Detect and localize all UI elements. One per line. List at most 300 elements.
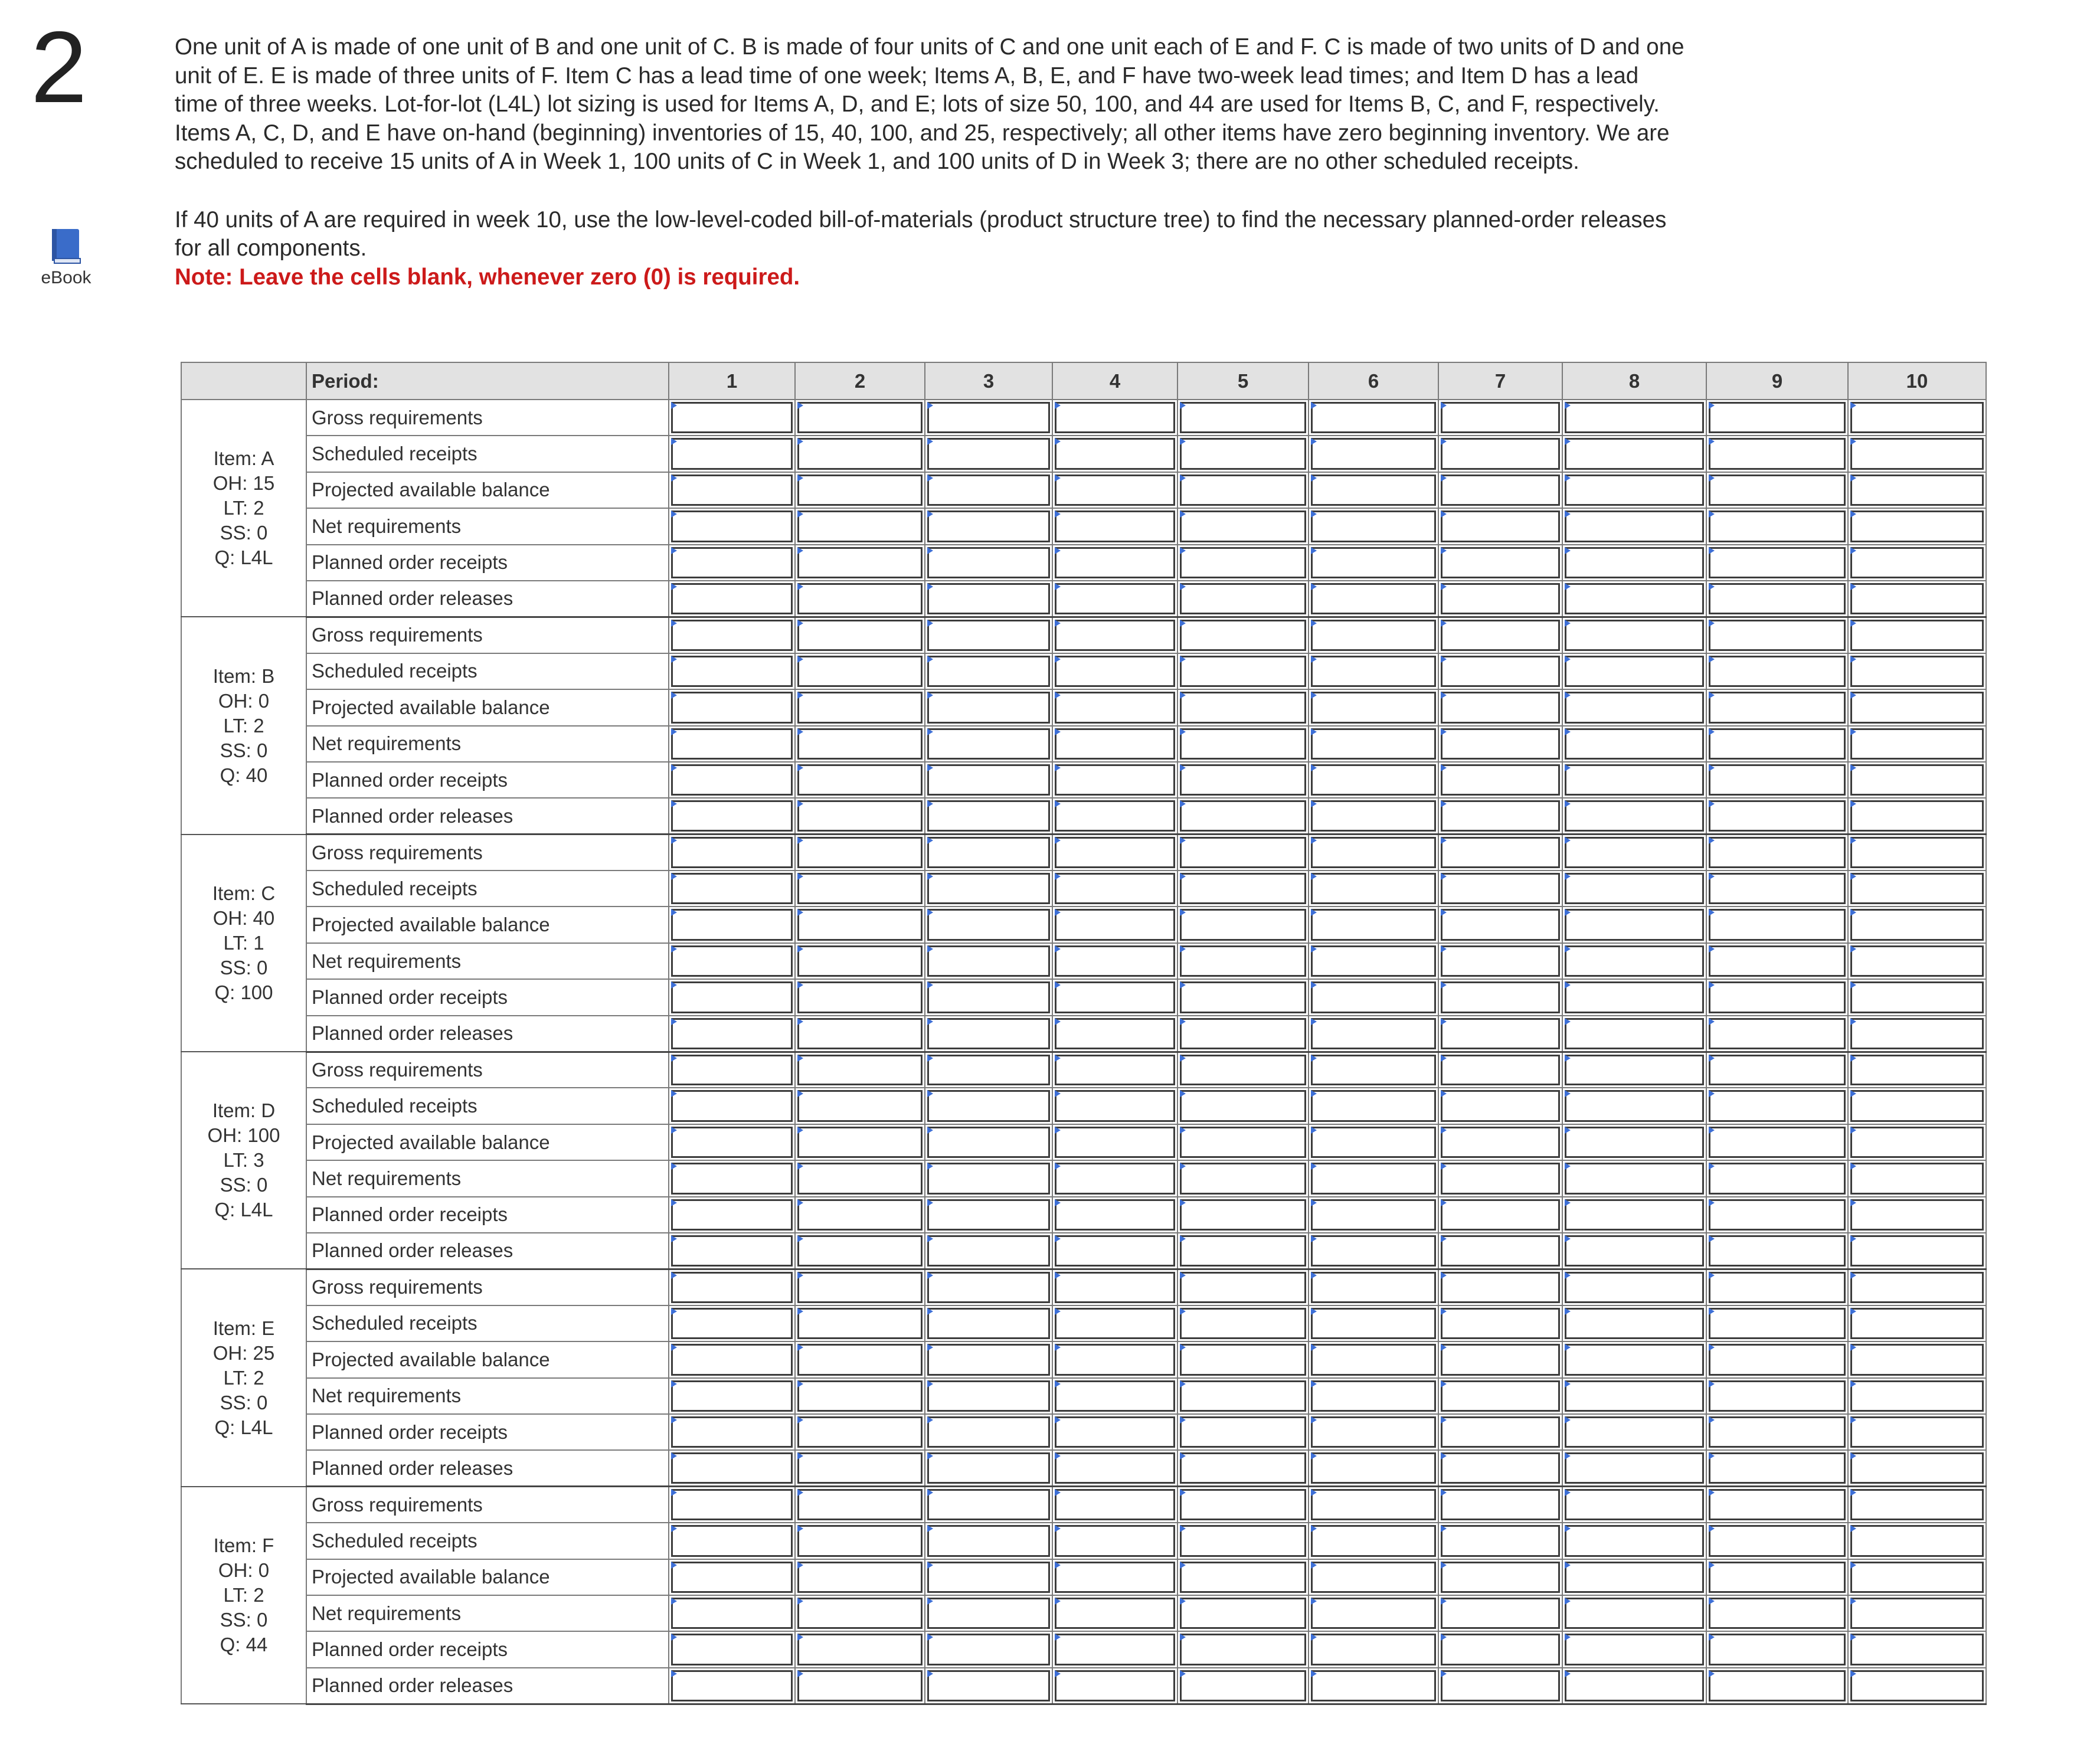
answer-input[interactable]	[1709, 909, 1846, 940]
answer-input[interactable]	[1311, 1452, 1436, 1484]
answer-input[interactable]	[927, 1670, 1050, 1701]
answer-input[interactable]	[1565, 402, 1704, 433]
answer-input[interactable]	[1565, 1416, 1704, 1448]
answer-input[interactable]	[1311, 1416, 1436, 1448]
answer-input[interactable]	[1850, 1525, 1984, 1556]
answer-input[interactable]	[797, 475, 923, 506]
answer-input[interactable]	[1850, 583, 1984, 614]
answer-input[interactable]	[1180, 1634, 1306, 1665]
answer-input[interactable]	[927, 1127, 1050, 1158]
answer-input[interactable]	[1850, 945, 1984, 977]
answer-input[interactable]	[671, 511, 793, 542]
answer-input[interactable]	[1055, 1163, 1175, 1194]
answer-input[interactable]	[1441, 1598, 1560, 1629]
answer-input[interactable]	[1311, 873, 1436, 904]
answer-input[interactable]	[1441, 1018, 1560, 1049]
answer-input[interactable]	[671, 547, 793, 578]
answer-input[interactable]	[1441, 764, 1560, 796]
answer-input[interactable]	[671, 1452, 793, 1484]
answer-input[interactable]	[1565, 800, 1704, 832]
answer-input[interactable]	[1055, 1416, 1175, 1448]
answer-input[interactable]	[1565, 1090, 1704, 1121]
answer-input[interactable]	[1441, 620, 1560, 651]
answer-input[interactable]	[1565, 692, 1704, 723]
answer-input[interactable]	[1441, 475, 1560, 506]
answer-input[interactable]	[671, 1634, 793, 1665]
answer-input[interactable]	[1055, 873, 1175, 904]
answer-input[interactable]	[1180, 656, 1306, 687]
answer-input[interactable]	[1565, 764, 1704, 796]
answer-input[interactable]	[1709, 1489, 1846, 1520]
answer-input[interactable]	[1565, 909, 1704, 940]
answer-input[interactable]	[1055, 728, 1175, 760]
answer-input[interactable]	[1055, 1018, 1175, 1049]
answer-input[interactable]	[1441, 1272, 1560, 1303]
answer-input[interactable]	[1565, 1308, 1704, 1339]
answer-input[interactable]	[1850, 1489, 1984, 1520]
answer-input[interactable]	[1850, 1670, 1984, 1701]
answer-input[interactable]	[1709, 800, 1846, 832]
answer-input[interactable]	[1180, 1090, 1306, 1121]
answer-input[interactable]	[671, 1055, 793, 1086]
answer-input[interactable]	[797, 547, 923, 578]
answer-input[interactable]	[1311, 1163, 1436, 1194]
answer-input[interactable]	[927, 1634, 1050, 1665]
answer-input[interactable]	[927, 1090, 1050, 1121]
answer-input[interactable]	[927, 945, 1050, 977]
answer-input[interactable]	[1709, 547, 1846, 578]
answer-input[interactable]	[671, 1598, 793, 1629]
answer-input[interactable]	[1709, 1199, 1846, 1231]
answer-input[interactable]	[1709, 1634, 1846, 1665]
answer-input[interactable]	[927, 438, 1050, 469]
answer-input[interactable]	[1311, 547, 1436, 578]
answer-input[interactable]	[1850, 1127, 1984, 1158]
answer-input[interactable]	[1709, 511, 1846, 542]
answer-input[interactable]	[1565, 837, 1704, 868]
answer-input[interactable]	[1311, 1380, 1436, 1412]
answer-input[interactable]	[1565, 1670, 1704, 1701]
answer-input[interactable]	[671, 728, 793, 760]
answer-input[interactable]	[1565, 1452, 1704, 1484]
answer-input[interactable]	[671, 1380, 793, 1412]
answer-input[interactable]	[671, 1489, 793, 1520]
answer-input[interactable]	[1850, 402, 1984, 433]
answer-input[interactable]	[1709, 402, 1846, 433]
answer-input[interactable]	[927, 909, 1050, 940]
answer-input[interactable]	[1311, 511, 1436, 542]
answer-input[interactable]	[797, 1090, 923, 1121]
answer-input[interactable]	[927, 1308, 1050, 1339]
answer-input[interactable]	[1709, 1163, 1846, 1194]
answer-input[interactable]	[1311, 1055, 1436, 1086]
answer-input[interactable]	[1311, 1670, 1436, 1701]
answer-input[interactable]	[1565, 1272, 1704, 1303]
answer-input[interactable]	[797, 1163, 923, 1194]
answer-input[interactable]	[1441, 1199, 1560, 1231]
answer-input[interactable]	[1709, 656, 1846, 687]
answer-input[interactable]	[1180, 1380, 1306, 1412]
answer-input[interactable]	[1055, 1272, 1175, 1303]
ebook-link[interactable]	[33, 227, 99, 288]
answer-input[interactable]	[1709, 873, 1846, 904]
answer-input[interactable]	[1709, 1562, 1846, 1593]
answer-input[interactable]	[1180, 945, 1306, 977]
answer-input[interactable]	[671, 1090, 793, 1121]
answer-input[interactable]	[1311, 728, 1436, 760]
answer-input[interactable]	[797, 1055, 923, 1086]
answer-input[interactable]	[1441, 402, 1560, 433]
answer-input[interactable]	[1441, 837, 1560, 868]
answer-input[interactable]	[1311, 1344, 1436, 1375]
answer-input[interactable]	[1180, 1272, 1306, 1303]
answer-input[interactable]	[797, 620, 923, 651]
answer-input[interactable]	[1850, 1380, 1984, 1412]
answer-input[interactable]	[671, 909, 793, 940]
answer-input[interactable]	[1709, 620, 1846, 651]
answer-input[interactable]	[1055, 837, 1175, 868]
answer-input[interactable]	[1709, 1272, 1846, 1303]
answer-input[interactable]	[1311, 1018, 1436, 1049]
answer-input[interactable]	[1055, 511, 1175, 542]
answer-input[interactable]	[1055, 1308, 1175, 1339]
answer-input[interactable]	[1180, 620, 1306, 651]
answer-input[interactable]	[1709, 1235, 1846, 1267]
answer-input[interactable]	[1709, 1344, 1846, 1375]
answer-input[interactable]	[1441, 1562, 1560, 1593]
answer-input[interactable]	[927, 1272, 1050, 1303]
answer-input[interactable]	[1311, 1308, 1436, 1339]
answer-input[interactable]	[1441, 1380, 1560, 1412]
answer-input[interactable]	[1441, 656, 1560, 687]
answer-input[interactable]	[1850, 511, 1984, 542]
answer-input[interactable]	[1311, 764, 1436, 796]
answer-input[interactable]	[1850, 692, 1984, 723]
answer-input[interactable]	[1441, 1055, 1560, 1086]
answer-input[interactable]	[1180, 511, 1306, 542]
answer-input[interactable]	[1311, 656, 1436, 687]
answer-input[interactable]	[1565, 873, 1704, 904]
answer-input[interactable]	[927, 1055, 1050, 1086]
answer-input[interactable]	[797, 1199, 923, 1231]
answer-input[interactable]	[1180, 1452, 1306, 1484]
answer-input[interactable]	[1055, 475, 1175, 506]
answer-input[interactable]	[1180, 547, 1306, 578]
answer-input[interactable]	[1441, 1452, 1560, 1484]
answer-input[interactable]	[797, 1452, 923, 1484]
answer-input[interactable]	[1709, 1055, 1846, 1086]
answer-input[interactable]	[1441, 800, 1560, 832]
answer-input[interactable]	[927, 1416, 1050, 1448]
answer-input[interactable]	[1565, 438, 1704, 469]
answer-input[interactable]	[1055, 547, 1175, 578]
answer-input[interactable]	[1850, 981, 1984, 1013]
answer-input[interactable]	[1180, 1670, 1306, 1701]
answer-input[interactable]	[671, 692, 793, 723]
answer-input[interactable]	[1441, 1127, 1560, 1158]
answer-input[interactable]	[671, 837, 793, 868]
answer-input[interactable]	[671, 1416, 793, 1448]
answer-input[interactable]	[1055, 692, 1175, 723]
answer-input[interactable]	[1180, 1308, 1306, 1339]
answer-input[interactable]	[927, 692, 1050, 723]
answer-input[interactable]	[797, 909, 923, 940]
answer-input[interactable]	[1850, 1163, 1984, 1194]
answer-input[interactable]	[1055, 1055, 1175, 1086]
answer-input[interactable]	[1311, 475, 1436, 506]
answer-input[interactable]	[797, 873, 923, 904]
answer-input[interactable]	[1180, 583, 1306, 614]
answer-input[interactable]	[1441, 1308, 1560, 1339]
answer-input[interactable]	[1441, 1090, 1560, 1121]
answer-input[interactable]	[1180, 1163, 1306, 1194]
answer-input[interactable]	[1441, 728, 1560, 760]
answer-input[interactable]	[797, 1308, 923, 1339]
answer-input[interactable]	[1055, 402, 1175, 433]
answer-input[interactable]	[1850, 1055, 1984, 1086]
answer-input[interactable]	[1311, 1525, 1436, 1556]
answer-input[interactable]	[1850, 1634, 1984, 1665]
answer-input[interactable]	[1055, 1235, 1175, 1267]
answer-input[interactable]	[671, 438, 793, 469]
answer-input[interactable]	[1709, 583, 1846, 614]
answer-input[interactable]	[1311, 945, 1436, 977]
answer-input[interactable]	[1311, 800, 1436, 832]
answer-input[interactable]	[1055, 1598, 1175, 1629]
answer-input[interactable]	[927, 475, 1050, 506]
answer-input[interactable]	[1180, 402, 1306, 433]
answer-input[interactable]	[1441, 873, 1560, 904]
answer-input[interactable]	[1850, 475, 1984, 506]
answer-input[interactable]	[1055, 1452, 1175, 1484]
answer-input[interactable]	[671, 1127, 793, 1158]
answer-input[interactable]	[927, 1489, 1050, 1520]
answer-input[interactable]	[671, 475, 793, 506]
answer-input[interactable]	[797, 1235, 923, 1267]
answer-input[interactable]	[1180, 475, 1306, 506]
answer-input[interactable]	[1709, 945, 1846, 977]
answer-input[interactable]	[1709, 475, 1846, 506]
answer-input[interactable]	[927, 1598, 1050, 1629]
answer-input[interactable]	[671, 1562, 793, 1593]
answer-input[interactable]	[1311, 692, 1436, 723]
answer-input[interactable]	[1565, 1018, 1704, 1049]
answer-input[interactable]	[1850, 1235, 1984, 1267]
answer-input[interactable]	[927, 1452, 1050, 1484]
answer-input[interactable]	[1441, 945, 1560, 977]
answer-input[interactable]	[797, 1670, 923, 1701]
answer-input[interactable]	[1055, 1525, 1175, 1556]
answer-input[interactable]	[1565, 1489, 1704, 1520]
answer-input[interactable]	[1180, 837, 1306, 868]
answer-input[interactable]	[671, 1235, 793, 1267]
answer-input[interactable]	[927, 728, 1050, 760]
answer-input[interactable]	[1441, 1670, 1560, 1701]
answer-input[interactable]	[1180, 1055, 1306, 1086]
answer-input[interactable]	[1311, 1634, 1436, 1665]
answer-input[interactable]	[1441, 1416, 1560, 1448]
answer-input[interactable]	[1709, 1670, 1846, 1701]
answer-input[interactable]	[1709, 1380, 1846, 1412]
answer-input[interactable]	[1565, 1163, 1704, 1194]
answer-input[interactable]	[1055, 909, 1175, 940]
answer-input[interactable]	[1055, 1344, 1175, 1375]
answer-input[interactable]	[671, 945, 793, 977]
answer-input[interactable]	[797, 945, 923, 977]
answer-input[interactable]	[927, 511, 1050, 542]
answer-input[interactable]	[1565, 1127, 1704, 1158]
answer-input[interactable]	[1055, 1199, 1175, 1231]
answer-input[interactable]	[1180, 873, 1306, 904]
answer-input[interactable]	[797, 764, 923, 796]
answer-input[interactable]	[797, 728, 923, 760]
answer-input[interactable]	[1850, 656, 1984, 687]
answer-input[interactable]	[1709, 1127, 1846, 1158]
answer-input[interactable]	[1311, 1562, 1436, 1593]
answer-input[interactable]	[797, 1489, 923, 1520]
answer-input[interactable]	[1311, 909, 1436, 940]
answer-input[interactable]	[1709, 1452, 1846, 1484]
answer-input[interactable]	[1180, 1235, 1306, 1267]
answer-input[interactable]	[1709, 1598, 1846, 1629]
answer-input[interactable]	[1311, 1235, 1436, 1267]
answer-input[interactable]	[927, 547, 1050, 578]
answer-input[interactable]	[1709, 438, 1846, 469]
answer-input[interactable]	[1180, 1199, 1306, 1231]
answer-input[interactable]	[797, 1525, 923, 1556]
answer-input[interactable]	[1850, 1344, 1984, 1375]
answer-input[interactable]	[1441, 1634, 1560, 1665]
answer-input[interactable]	[1311, 837, 1436, 868]
answer-input[interactable]	[1055, 1380, 1175, 1412]
answer-input[interactable]	[1850, 800, 1984, 832]
answer-input[interactable]	[1180, 1525, 1306, 1556]
answer-input[interactable]	[1565, 1199, 1704, 1231]
answer-input[interactable]	[927, 981, 1050, 1013]
answer-input[interactable]	[797, 1598, 923, 1629]
answer-input[interactable]	[797, 1127, 923, 1158]
answer-input[interactable]	[671, 1272, 793, 1303]
answer-input[interactable]	[1850, 1452, 1984, 1484]
answer-input[interactable]	[1565, 1344, 1704, 1375]
answer-input[interactable]	[1055, 945, 1175, 977]
answer-input[interactable]	[1850, 1018, 1984, 1049]
answer-input[interactable]	[1850, 1308, 1984, 1339]
answer-input[interactable]	[1709, 764, 1846, 796]
answer-input[interactable]	[1850, 438, 1984, 469]
answer-input[interactable]	[671, 873, 793, 904]
answer-input[interactable]	[671, 1199, 793, 1231]
answer-input[interactable]	[1180, 1018, 1306, 1049]
answer-input[interactable]	[1180, 1598, 1306, 1629]
answer-input[interactable]	[1441, 1235, 1560, 1267]
answer-input[interactable]	[1441, 1489, 1560, 1520]
answer-input[interactable]	[1180, 981, 1306, 1013]
answer-input[interactable]	[1850, 837, 1984, 868]
answer-input[interactable]	[1441, 583, 1560, 614]
answer-input[interactable]	[797, 981, 923, 1013]
answer-input[interactable]	[797, 692, 923, 723]
answer-input[interactable]	[1565, 945, 1704, 977]
answer-input[interactable]	[1709, 981, 1846, 1013]
answer-input[interactable]	[1565, 1598, 1704, 1629]
answer-input[interactable]	[1565, 1634, 1704, 1665]
answer-input[interactable]	[1709, 1416, 1846, 1448]
answer-input[interactable]	[1055, 1634, 1175, 1665]
answer-input[interactable]	[1709, 1018, 1846, 1049]
answer-input[interactable]	[1311, 1199, 1436, 1231]
answer-input[interactable]	[1180, 728, 1306, 760]
answer-input[interactable]	[1565, 1235, 1704, 1267]
answer-input[interactable]	[927, 764, 1050, 796]
answer-input[interactable]	[797, 1562, 923, 1593]
answer-input[interactable]	[1850, 909, 1984, 940]
answer-input[interactable]	[797, 438, 923, 469]
answer-input[interactable]	[1441, 1344, 1560, 1375]
answer-input[interactable]	[1055, 583, 1175, 614]
answer-input[interactable]	[1850, 1598, 1984, 1629]
answer-input[interactable]	[797, 511, 923, 542]
answer-input[interactable]	[1565, 1055, 1704, 1086]
answer-input[interactable]	[1311, 1127, 1436, 1158]
answer-input[interactable]	[1180, 1489, 1306, 1520]
answer-input[interactable]	[927, 800, 1050, 832]
answer-input[interactable]	[1709, 1090, 1846, 1121]
answer-input[interactable]	[1565, 656, 1704, 687]
answer-input[interactable]	[927, 1525, 1050, 1556]
answer-input[interactable]	[1441, 547, 1560, 578]
answer-input[interactable]	[1565, 475, 1704, 506]
answer-input[interactable]	[1850, 1199, 1984, 1231]
answer-input[interactable]	[1441, 1525, 1560, 1556]
answer-input[interactable]	[1441, 981, 1560, 1013]
answer-input[interactable]	[927, 402, 1050, 433]
answer-input[interactable]	[671, 402, 793, 433]
answer-input[interactable]	[1565, 583, 1704, 614]
answer-input[interactable]	[1709, 1525, 1846, 1556]
answer-input[interactable]	[671, 764, 793, 796]
answer-input[interactable]	[927, 583, 1050, 614]
answer-input[interactable]	[1441, 692, 1560, 723]
answer-input[interactable]	[797, 1380, 923, 1412]
answer-input[interactable]	[1311, 981, 1436, 1013]
answer-input[interactable]	[1055, 1127, 1175, 1158]
answer-input[interactable]	[927, 656, 1050, 687]
answer-input[interactable]	[927, 1235, 1050, 1267]
answer-input[interactable]	[927, 1380, 1050, 1412]
answer-input[interactable]	[1311, 402, 1436, 433]
answer-input[interactable]	[1180, 909, 1306, 940]
answer-input[interactable]	[671, 1163, 793, 1194]
answer-input[interactable]	[1565, 981, 1704, 1013]
answer-input[interactable]	[1055, 1489, 1175, 1520]
answer-input[interactable]	[671, 656, 793, 687]
answer-input[interactable]	[1850, 728, 1984, 760]
answer-input[interactable]	[1311, 438, 1436, 469]
answer-input[interactable]	[797, 1634, 923, 1665]
answer-input[interactable]	[1180, 1127, 1306, 1158]
answer-input[interactable]	[927, 873, 1050, 904]
answer-input[interactable]	[1565, 620, 1704, 651]
answer-input[interactable]	[927, 1344, 1050, 1375]
answer-input[interactable]	[1055, 1670, 1175, 1701]
answer-input[interactable]	[1311, 620, 1436, 651]
answer-input[interactable]	[927, 1562, 1050, 1593]
answer-input[interactable]	[1565, 547, 1704, 578]
answer-input[interactable]	[671, 1525, 793, 1556]
answer-input[interactable]	[1311, 1489, 1436, 1520]
answer-input[interactable]	[797, 1018, 923, 1049]
